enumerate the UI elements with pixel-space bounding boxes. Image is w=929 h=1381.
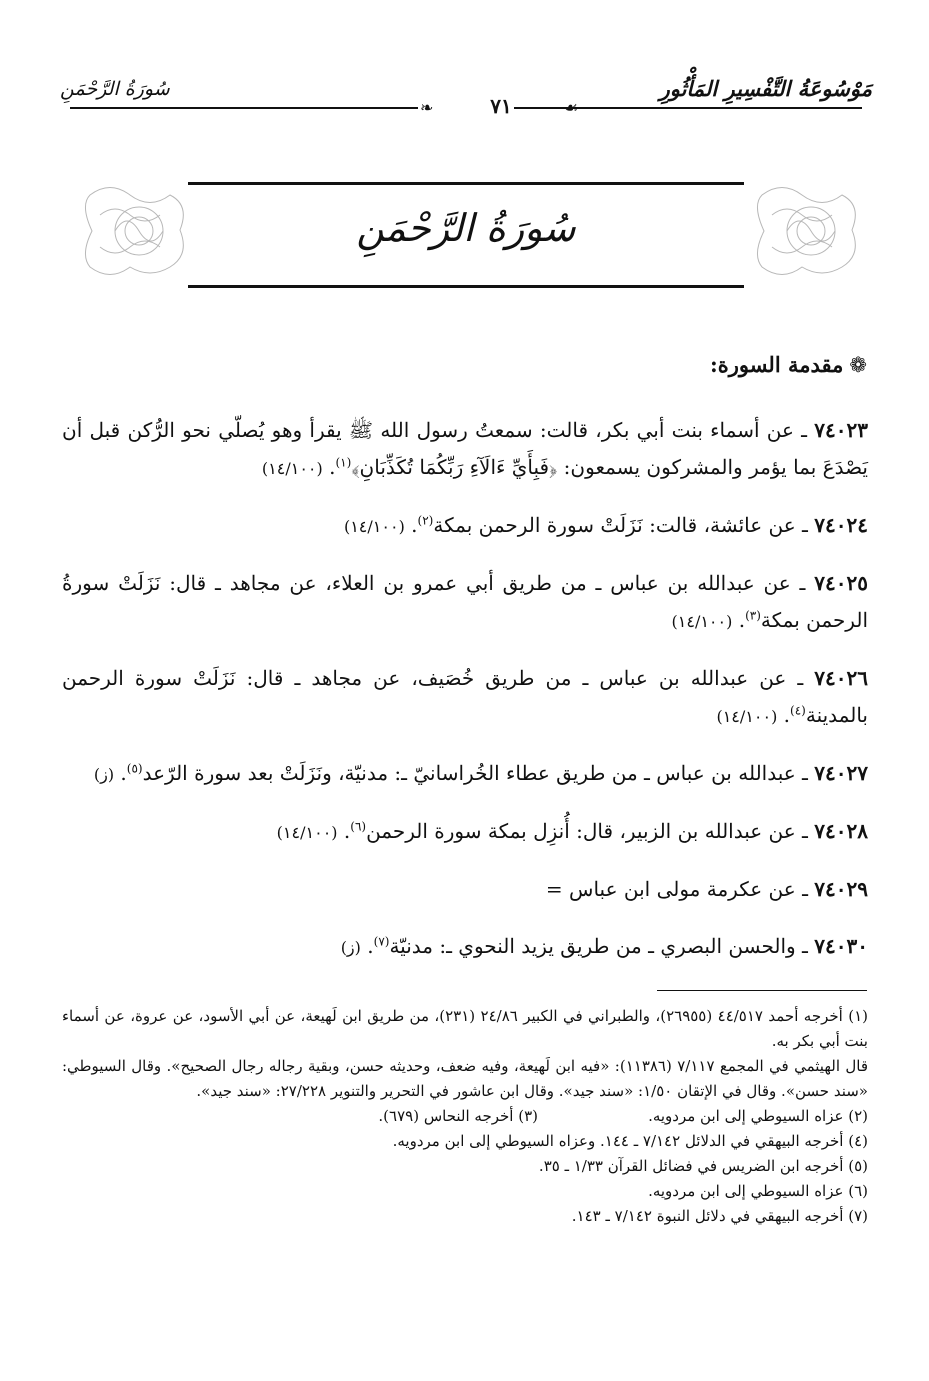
narration — [62, 871, 868, 908]
narration — [62, 928, 868, 966]
arabesque-ornament-icon — [80, 175, 198, 287]
footnote-marker: (١) — [335, 455, 352, 470]
footnote-marker: (٥) — [126, 761, 143, 776]
volume-reference: (١٤/١٠٠) — [671, 612, 733, 631]
flourish-icon: ❧ — [420, 98, 434, 117]
narration-text: ـ عبدالله بن عباس ـ من طريق عطاء الخُراسانيّ ـ: مدنيّة، ونَزَلَتْ بعد سورة الرّعد — [142, 761, 815, 785]
volume-reference: (١٤/١٠٠) — [276, 823, 338, 842]
narration — [62, 755, 868, 793]
volume-reference: (١٤/١٠٠) — [343, 517, 405, 536]
narration-text: ـ والحسن البصري ـ من طريق يزيد النحوي ـ: مدنيّة — [389, 934, 815, 958]
narration-number: ٧٤٠٢٦ — [814, 666, 868, 690]
narration-punct: . — [114, 761, 127, 785]
volume-reference: (١٤/١٠٠) — [716, 707, 778, 726]
footnote-marker: (٢) — [417, 513, 434, 528]
page-number: ٧١ — [490, 94, 512, 118]
footnote-marker: (٣) — [745, 608, 761, 623]
narration-text: ـ عن عائشة، قالت: نَزَلَتْ سورة الرحمن بمكة — [433, 513, 815, 537]
narration-punct: . — [322, 455, 336, 479]
footnote-marker: (٦) — [350, 819, 367, 834]
narrations — [62, 392, 868, 969]
narration-number: ٧٤٠٢٧ — [814, 761, 868, 785]
narration — [62, 565, 868, 640]
narration-number: ٧٤٠٣٠ — [814, 934, 868, 958]
footnotes — [62, 1004, 868, 1229]
narration-number: ٧٤٠٢٥ — [814, 571, 868, 595]
volume-reference: (ز) — [93, 765, 115, 784]
narration-text: ـ عن أسماء بنت أبي بكر، قالت: سمعتُ رسول الله ﷺ يقرأ وهو يُصلّي نحو الرُّكن قبل أن يَصْدَعَ بما يؤمر والمشركون يسمعون: ﴿فَبِأَيِّ ءَالَآءِ رَبِّكُمَا تُكَذِّبَانِ﴾ — [62, 418, 868, 479]
narration — [62, 412, 868, 487]
title-rule-bottom — [188, 285, 744, 288]
title-rule-top — [188, 182, 744, 185]
header-rule-left — [70, 107, 418, 109]
footnote-2: (٢) عزاه السيوطي إلى ابن مردويه. — [648, 1107, 868, 1125]
surah-title: سُورَةُ الرَّحْمَنِ — [356, 206, 576, 250]
narration-number: ٧٤٠٢٣ — [814, 418, 868, 442]
narration-punct: . — [337, 819, 351, 843]
narration-punct: . — [360, 934, 374, 958]
narration — [62, 660, 868, 735]
narration-text: ـ عن عبدالله بن عباس ـ من طريق أبي عمرو بن العلاء، عن مجاهد ـ قال: نَزَلَتْ سورةُ الرحمن بمكة — [62, 571, 868, 632]
running-header — [60, 70, 872, 120]
narration-punct: . — [404, 513, 418, 537]
narration-text: ـ عن عكرمة مولى ابن عباس = — [545, 877, 815, 901]
narration-number: ٧٤٠٢٤ — [814, 513, 868, 537]
footnote-1: (١) أخرجه أحمد ٤٤/٥١٧ (٢٦٩٥٥)، والطبراني في الكبير ٢٤/٨٦ (٢٣١)، من طريق ابن لَهيعة، عن أبي الأسود، عن عروة، عن أسماء بنت أبي بكر به. — [62, 1007, 868, 1050]
footnote-3: (٣) أخرجه النحاس (٦٧٩). — [378, 1107, 538, 1125]
flourish-icon: ☙ — [564, 98, 579, 117]
narration-text: ـ عن عبدالله بن الزبير، قال: أُنزِل بمكة سورة الرحمن — [366, 819, 815, 843]
footnote-4: (٤) أخرجه البيهقي في الدلائل ٧/١٤٢ ـ ١٤٤. وعزاه السيوطي إلى ابن مردويه. — [392, 1132, 868, 1150]
footnote-pair — [62, 1104, 868, 1129]
narration-punct: . — [777, 703, 791, 727]
footnote-marker: (٧) — [373, 934, 390, 949]
narration-text: ـ عن عبدالله بن عباس ـ من طريق خُصَيف، عن مجاهد ـ قال: نَزَلَتْ سورة الرحمن بالمدينة — [62, 666, 868, 727]
volume-reference: (ز) — [340, 938, 361, 957]
narration — [62, 507, 868, 545]
narration-punct: . — [732, 608, 746, 632]
narration-number: ٧٤٠٢٩ — [814, 877, 868, 901]
footnote-7: (٧) أخرجه البيهقي في دلائل النبوة ٧/١٤٢ ـ ١٤٣. — [571, 1207, 868, 1225]
arabesque-ornament-icon — [752, 175, 870, 287]
star-ornament-icon: ❁ — [849, 353, 867, 377]
footnote-5: (٥) أخرجه ابن الضريس في فضائل القرآن ١/٣٣ ـ ٣٥. — [538, 1157, 868, 1175]
narration — [62, 813, 868, 851]
footnote-marker: (٤) — [790, 703, 806, 718]
section-heading — [61, 352, 867, 377]
volume-reference: (١٤/١٠٠) — [261, 459, 323, 478]
footnote-6: (٦) عزاه السيوطي إلى ابن مردويه. — [648, 1182, 868, 1200]
running-surah-name: سُورَةُ الرَّحْمَنِ — [60, 78, 170, 100]
narration-number: ٧٤٠٢٨ — [814, 819, 868, 843]
footnote-1-note: قال الهيثمي في المجمع ٧/١١٧ (١١٣٨٦): «فيه ابن لَهيعة، وفيه ضعف، وحديثه حسن، وبقية رجاله رجال الصحيح». وقال السيوطي: «سند حسن». وقال في الإتقان ١/٥٠: «سند جيد». وقال ابن عاشور في التحرير والتنوير ٢٧/٢٢٨: «سند جيد». — [62, 1057, 869, 1100]
section-heading-text: مقدمة السورة: — [709, 352, 844, 377]
running-book-title: مَوْسُوعَةُ التَّفْسِيرِ المَأْثُورِ — [659, 76, 872, 101]
footnote-rule — [657, 990, 867, 991]
